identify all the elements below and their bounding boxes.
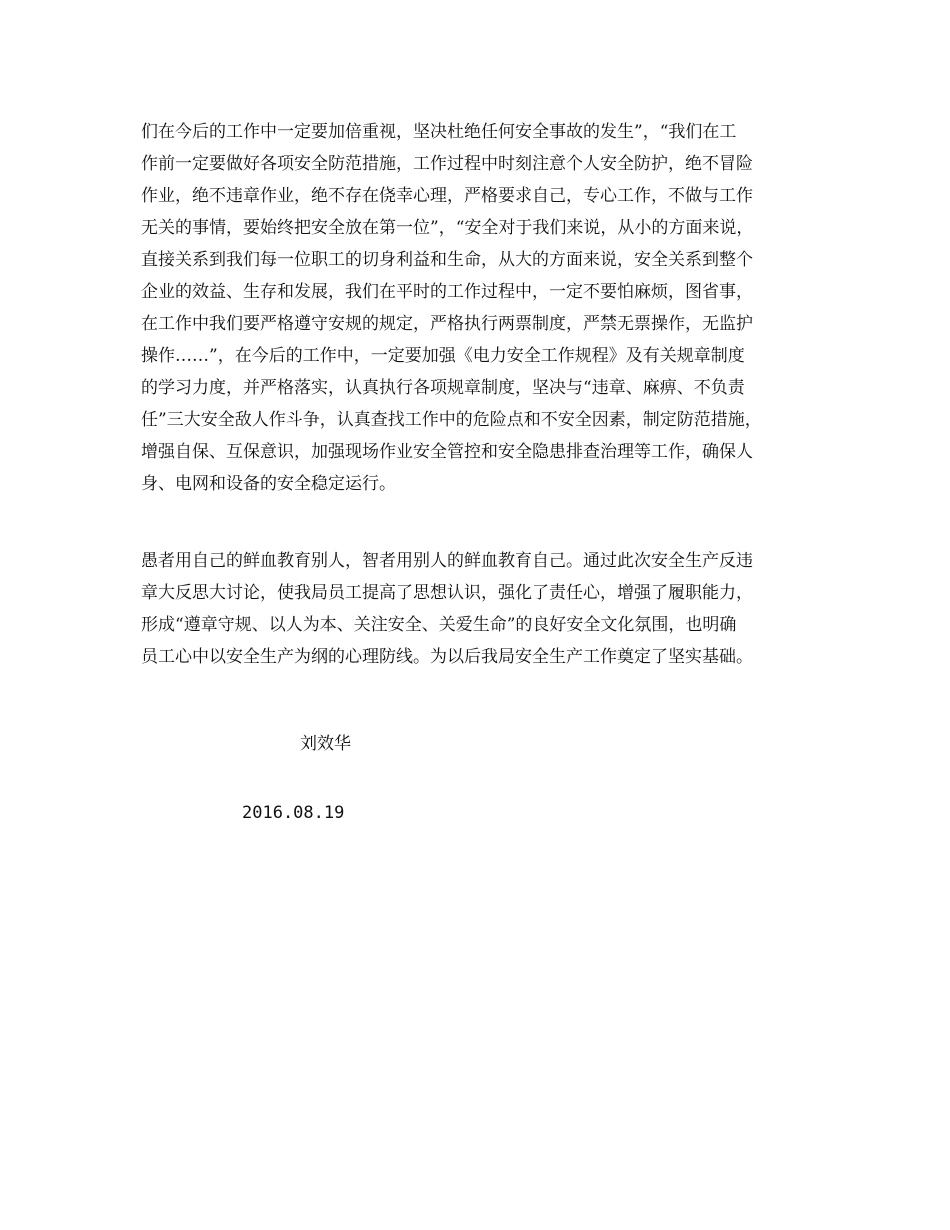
paragraph-line: 直接关系到我们每一位职工的切身利益和生命，从大的方面来说，安全关系到整个 bbox=[141, 250, 753, 270]
paragraph-line: 任”三大安全敌人作斗争，认真查找工作中的危险点和不安全因素，制定防范措施， bbox=[141, 410, 762, 430]
paragraph-line: 的学习力度，并严格落实，认真执行各项规章制度，坚决与“违章、麻痹、不负责 bbox=[141, 378, 745, 398]
paragraph-line: 无关的事情，要始终把安全放在第一位”，“安全对于我们来说，从小的方面来说， bbox=[141, 218, 754, 238]
paragraph-line: 在工作中我们要严格遵守安规的规定，严格执行两票制度，严禁无票操作，无监护 bbox=[141, 314, 753, 334]
body-paragraph-1 bbox=[141, 116, 821, 500]
paragraph-line: 作业，绝不违章作业，绝不存在侥幸心理，严格要求自己，专心工作，不做与工作 bbox=[141, 186, 753, 206]
paragraph-line: 愚者用自己的鲜血教育别人，智者用别人的鲜血教育自己。通过此次安全生产反违 bbox=[141, 551, 753, 571]
paragraph-line: 形成“遵章守规、以人为本、关注安全、关爱生命”的良好安全文化氛围，也明确 bbox=[141, 615, 737, 635]
paragraph-line: 企业的效益、生存和发展，我们在平时的工作过程中，一定不要怕麻烦，图省事， bbox=[141, 282, 753, 302]
paragraph-line: 身、电网和设备的安全稳定运行。 bbox=[141, 474, 396, 494]
author-signature: 刘效华 bbox=[300, 734, 351, 754]
paragraph-line: 们在今后的工作中一定要加倍重视，坚决杜绝任何安全事故的发生”，“我们在工 bbox=[141, 122, 737, 142]
paragraph-line: 操作……”，在今后的工作中，一定要加强《电力安全工作规程》及有关规章制度 bbox=[141, 346, 745, 366]
paragraph-line: 员工心中以安全生产为纲的心理防线。为以后我局安全生产工作奠定了坚实基础。 bbox=[141, 647, 753, 667]
paragraph-line: 作前一定要做好各项安全防范措施，工作过程中时刻注意个人安全防护，绝不冒险 bbox=[141, 154, 753, 174]
paragraph-line: 增强自保、互保意识，加强现场作业安全管控和安全隐患排查治理等工作，确保人 bbox=[141, 442, 753, 462]
document-date: 2016.08.19 bbox=[242, 803, 345, 823]
paragraph-line: 章大反思大讨论，使我局员工提高了思想认识，强化了责任心，增强了履职能力， bbox=[141, 583, 753, 603]
body-paragraph-2 bbox=[141, 545, 821, 673]
